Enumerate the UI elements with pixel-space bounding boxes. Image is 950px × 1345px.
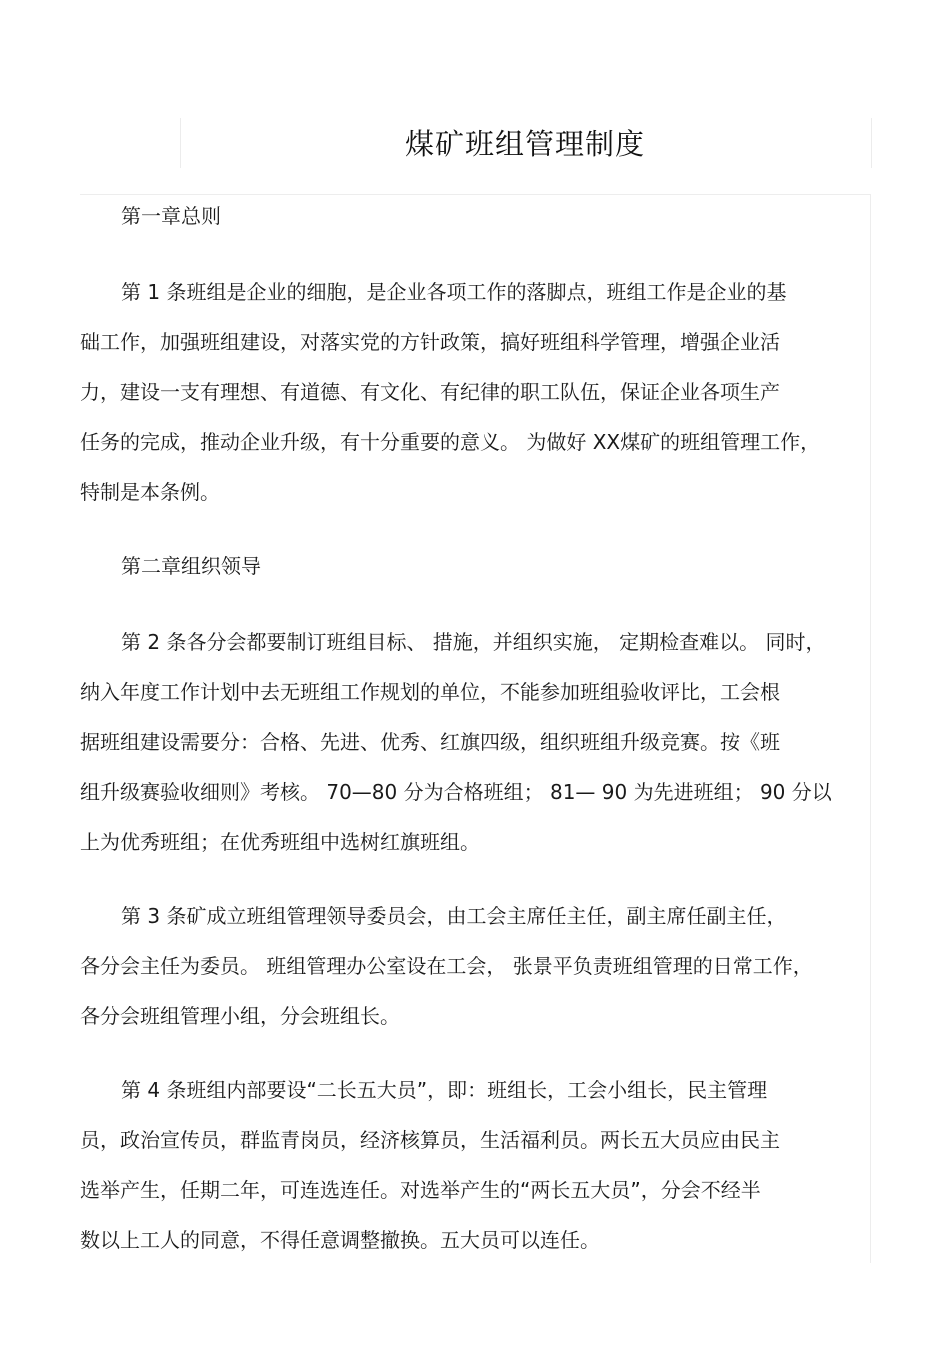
- article-3-line-2: 各分会主任为委员。 班组管理办公室设在工会， 张景平负责班组管理的日常工作，: [80, 954, 813, 978]
- article-1-line-5: 特制是本条例。: [80, 480, 220, 504]
- article-2-line-3: 据班组建设需要分：合格、先进、优秀、红旗四级，组织班组升级竞赛。按《班: [80, 730, 780, 754]
- article-4-line-2: 员，政治宣传员，群监青岗员，经济核算员，生活福利员。两长五大员应由民主: [80, 1128, 780, 1152]
- article-1-line-1: 第 1 条班组是企业的细胞，是企业各项工作的落脚点，班组工作是企业的基: [121, 280, 787, 304]
- article-1-line-2: 础工作，加强班组建设，对落实党的方针政策，搞好班组科学管理，增强企业活: [80, 330, 780, 354]
- article-2-line-2: 纳入年度工作计划中去无班组工作规划的单位，不能参加班组验收评比，工会根: [80, 680, 780, 704]
- article-2-line-4: 组升级赛验收细则》考核。 70—80 分为合格班组； 81— 90 为先进班组； 90 分以: [80, 780, 832, 804]
- article-1-line-4: 任务的完成，推动企业升级，有十分重要的意义。 为做好 XX煤矿的班组管理工作，: [80, 430, 821, 454]
- chapter-1-heading: 第一章总则: [121, 204, 221, 228]
- chapter-2-heading: 第二章组织领导: [121, 554, 261, 578]
- article-4-line-1: 第 4 条班组内部要设“二长五大员”，即：班组长，工会小组长，民主管理: [121, 1078, 768, 1102]
- article-1-line-3: 力，建设一支有理想、有道德、有文化、有纪律的职工队伍，保证企业各项生产: [80, 380, 780, 404]
- document-title: 煤矿班组管理制度: [404, 127, 645, 161]
- article-3-line-1: 第 3 条矿成立班组管理领导委员会，由工会主席任主任，副主席任副主任，: [121, 904, 787, 928]
- article-2-line-5: 上为优秀班组；在优秀班组中选树红旗班组。: [80, 830, 480, 854]
- article-3-line-3: 各分会班组管理小组，分会班组长。: [80, 1004, 400, 1028]
- article-2-line-1: 第 2 条各分会都要制订班组目标、 措施，并组织实施， 定期检查难以。 同时，: [121, 630, 826, 654]
- article-4-line-4: 数以上工人的同意，不得任意调整撤换。五大员可以连任。: [80, 1228, 600, 1252]
- article-4-line-3: 选举产生，任期二年，可连选连任。对选举产生的“两长五大员”，分会不经半: [80, 1178, 761, 1202]
